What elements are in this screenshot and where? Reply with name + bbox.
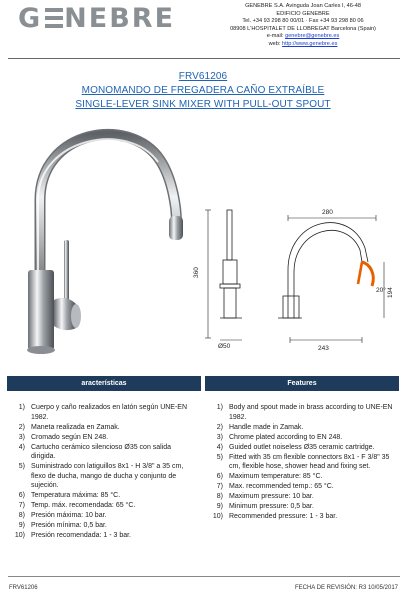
- item-text: Minimum pressure: 0,5 bar.: [229, 503, 314, 510]
- item-number: 3): [216, 433, 223, 441]
- genebre-logo: G NEBRE: [18, 3, 176, 34]
- list-item: [205, 453, 399, 472]
- dim-height-label: 360: [193, 267, 200, 278]
- list-item: [205, 512, 399, 522]
- features-header: Features: [205, 376, 399, 391]
- list-item: [205, 403, 399, 422]
- item-text: Cromado según EN 248.: [31, 433, 109, 441]
- item-text: Presión máxima: 10 bar.: [31, 512, 107, 519]
- item-number: 5): [18, 463, 25, 470]
- item-text: Fitted with 35 cm flexible connectors 8x1 - F 3/8" 35 cm, flexible hose, shower head and fixing set.: [229, 453, 390, 470]
- company-info: [204, 3, 402, 49]
- item-text: Maneta realizada en Zamak.: [31, 423, 120, 431]
- item-text: Suministrado con latiguillos 8x1 - H 3/8" a 35 cm, flexo de ducha, mango de ducha y conjunto de sujeción.: [31, 463, 184, 489]
- item-number: 1): [216, 404, 223, 411]
- list-item: [205, 433, 399, 443]
- faucet-photo: [10, 120, 190, 360]
- logo-e-mark-icon: [43, 7, 63, 29]
- list-item: [205, 482, 399, 492]
- list-item: [7, 501, 201, 511]
- product-titles: [0, 70, 406, 112]
- characteristics-list: [7, 391, 201, 541]
- company-line: Tel. +34 93 298 80 00/01 · Fax +34 93 298 80 06: [242, 18, 364, 25]
- product-code: FRV61206: [178, 71, 228, 82]
- list-item: [7, 433, 201, 443]
- list-item: [7, 531, 201, 541]
- product-title-en: SINGLE-LEVER SINK MIXER WITH PULL-OUT SPOUT: [75, 99, 331, 110]
- features-panel: [205, 376, 399, 522]
- item-text: Max. recommended temp.: 65 °C.: [229, 483, 334, 490]
- list-item: [205, 423, 399, 433]
- dim-angle-label: 20°: [376, 287, 386, 294]
- email-line: [204, 33, 402, 41]
- product-title-es: MONOMANDO DE FREGADERA CAÑO EXTRAÍBLE: [81, 85, 325, 96]
- list-item: [7, 511, 201, 521]
- item-number: 6): [18, 492, 25, 499]
- email-label: e-mail:: [266, 33, 284, 40]
- item-number: 1): [18, 404, 25, 411]
- list-item: [205, 492, 399, 502]
- item-text: Recommended pressure: 1 - 3 bar.: [229, 513, 338, 520]
- item-number: 5): [216, 453, 223, 461]
- list-item: [7, 443, 201, 462]
- document-header: [0, 0, 406, 56]
- footer-product-code: FRV61206: [9, 585, 38, 591]
- item-number: 9): [216, 503, 223, 510]
- item-text: Maximum temperature: 85 °C.: [229, 473, 323, 480]
- item-number: 8): [18, 512, 25, 519]
- characteristics-panel: [7, 376, 201, 541]
- dim-reach-label: 280: [322, 209, 333, 216]
- item-number: 2): [216, 423, 223, 431]
- item-text: Cartucho cerámico silencioso Ø35 con salida dirigida.: [31, 443, 172, 460]
- web-label: web:: [268, 40, 281, 47]
- company-line: 08908 L'HOSPITALET DE LLOBREGAT Barcelona (Spain): [230, 25, 376, 32]
- features-list: [205, 391, 399, 522]
- email-link[interactable]: genebre@genebre.es: [285, 33, 340, 40]
- list-item: [7, 521, 201, 531]
- list-item: [7, 491, 201, 501]
- item-number: 7): [216, 483, 223, 490]
- list-item: [205, 472, 399, 482]
- item-number: 8): [216, 493, 223, 500]
- item-text: Presión mínima: 0,5 bar.: [31, 522, 107, 529]
- list-item: [205, 502, 399, 512]
- item-number: 7): [18, 502, 25, 509]
- company-line: EDIFICIO GENEBRE: [276, 10, 330, 17]
- footer-divider: [8, 576, 400, 577]
- item-number: 3): [18, 433, 25, 441]
- item-number: 6): [216, 473, 223, 480]
- item-text: Temperatura máxima: 85 °C.: [31, 492, 121, 499]
- web-link[interactable]: http://www.genebre.es: [282, 40, 338, 47]
- list-item: [7, 423, 201, 433]
- item-number: 10): [212, 513, 223, 520]
- side-view: [278, 215, 384, 343]
- footer-revision-date: FECHA DE REVISIÓN: R3 10/05/2017: [294, 585, 398, 591]
- item-number: 2): [18, 423, 25, 431]
- item-text: Chrome plated according to EN 248.: [229, 433, 343, 441]
- list-item: [205, 443, 399, 453]
- header-divider: [8, 58, 400, 59]
- item-text: Temp. máx. recomendada: 65 °C.: [31, 502, 136, 509]
- list-item: [7, 462, 201, 491]
- item-number: 4): [216, 443, 223, 451]
- list-item: [7, 403, 201, 422]
- item-number: 4): [18, 443, 25, 451]
- item-text: Body and spout made in brass according to UNE-EN 1982.: [229, 404, 393, 421]
- dim-base-label: 243: [318, 345, 329, 352]
- item-text: Cuerpo y caño realizados en latón según UNE-EN 1982.: [31, 404, 188, 421]
- company-line: GENEBRE S.A. Avinguda Joan Carles I, 46-48: [245, 3, 361, 9]
- characteristics-header: aracterísticas: [7, 376, 201, 391]
- web-line: [204, 41, 402, 49]
- item-number: 9): [18, 522, 25, 529]
- item-text: Handle made in Zamak.: [229, 423, 304, 431]
- front-view: [205, 210, 242, 340]
- item-text: Presión recomendada: 1 - 3 bar.: [31, 532, 132, 539]
- item-number: 10): [14, 532, 25, 539]
- item-text: Maximum pressure: 10 bar.: [229, 493, 314, 500]
- item-text: Guided outlet noiseless Ø35 ceramic cartridge.: [229, 443, 375, 451]
- dim-spout-height-label: 194: [387, 287, 394, 298]
- dim-diameter-label: Ø50: [218, 343, 231, 350]
- technical-drawings: [190, 200, 400, 360]
